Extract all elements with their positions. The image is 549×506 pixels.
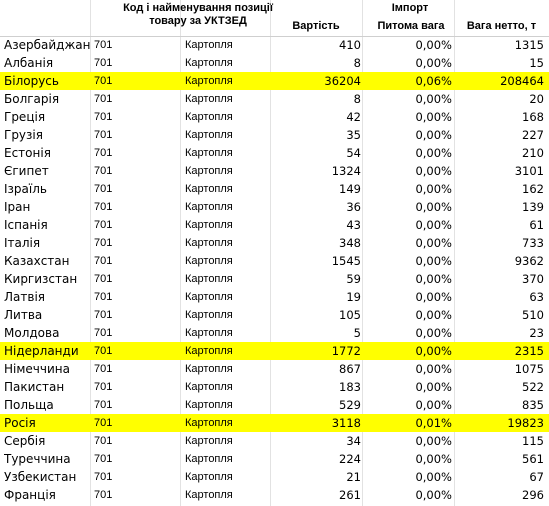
table-row[interactable] — [0, 270, 549, 288]
weight-cell[interactable]: 3101 — [514, 164, 544, 178]
product-cell[interactable]: Картопля — [185, 147, 233, 159]
country-cell[interactable]: Болгарія — [4, 92, 60, 106]
code-cell[interactable]: 701 — [94, 471, 113, 483]
value-cell[interactable]: 8 — [353, 56, 361, 70]
product-cell[interactable]: Картопля — [185, 39, 233, 51]
code-cell[interactable]: 701 — [94, 417, 113, 429]
product-cell[interactable]: Картопля — [185, 93, 233, 105]
value-cell[interactable]: 59 — [346, 272, 361, 286]
table-row[interactable] — [0, 432, 549, 450]
share-cell[interactable]: 0,00% — [415, 218, 452, 232]
code-cell[interactable]: 701 — [94, 345, 113, 357]
weight-cell[interactable]: 19823 — [507, 416, 544, 430]
weight-cell[interactable]: 9362 — [514, 254, 544, 268]
code-cell[interactable]: 701 — [94, 111, 113, 123]
value-cell[interactable]: 19 — [346, 290, 361, 304]
product-cell[interactable]: Картопля — [185, 381, 233, 393]
table-row[interactable] — [0, 396, 549, 414]
weight-cell[interactable]: 210 — [522, 146, 544, 160]
value-cell[interactable]: 867 — [339, 362, 361, 376]
country-cell[interactable]: Польща — [4, 398, 54, 412]
weight-cell[interactable]: 208464 — [500, 74, 544, 88]
weight-cell[interactable]: 115 — [522, 434, 544, 448]
weight-cell[interactable]: 522 — [522, 380, 544, 394]
product-cell[interactable]: Картопля — [185, 489, 233, 501]
country-cell[interactable]: Єгипет — [4, 164, 49, 178]
country-cell[interactable]: Киргизстан — [4, 272, 78, 286]
product-cell[interactable]: Картопля — [185, 435, 233, 447]
value-cell[interactable]: 1324 — [331, 164, 361, 178]
share-cell[interactable]: 0,00% — [415, 92, 452, 106]
code-cell[interactable]: 701 — [94, 93, 113, 105]
code-cell[interactable]: 701 — [94, 327, 113, 339]
code-cell[interactable]: 701 — [94, 129, 113, 141]
value-cell[interactable]: 54 — [346, 146, 361, 160]
country-cell[interactable]: Греція — [4, 110, 46, 124]
country-cell[interactable]: Грузія — [4, 128, 43, 142]
table-row[interactable] — [0, 144, 549, 162]
share-cell[interactable]: 0,00% — [415, 272, 452, 286]
table-row[interactable] — [0, 234, 549, 252]
table-row[interactable] — [0, 36, 549, 54]
table-body — [0, 36, 549, 504]
code-cell[interactable]: 701 — [94, 57, 113, 69]
country-cell[interactable]: Іспанія — [4, 218, 48, 232]
code-cell[interactable]: 701 — [94, 147, 113, 159]
country-cell[interactable]: Албанія — [4, 56, 54, 70]
table-row[interactable] — [0, 342, 549, 360]
value-cell[interactable]: 35 — [346, 128, 361, 142]
value-cell[interactable]: 42 — [346, 110, 361, 124]
country-cell[interactable]: Туреччина — [4, 452, 71, 466]
share-cell[interactable]: 0,00% — [415, 398, 452, 412]
share-cell[interactable]: 0,00% — [415, 236, 452, 250]
value-cell[interactable]: 224 — [339, 452, 361, 466]
code-cell[interactable]: 701 — [94, 489, 113, 501]
country-cell[interactable]: Італія — [4, 236, 41, 250]
table-row[interactable] — [0, 288, 549, 306]
product-cell[interactable]: Картопля — [185, 75, 233, 87]
code-cell[interactable]: 701 — [94, 39, 113, 51]
weight-cell[interactable]: 835 — [522, 398, 544, 412]
country-cell[interactable]: Азербайджан — [4, 38, 90, 52]
country-cell[interactable]: Іран — [4, 200, 31, 214]
country-cell[interactable]: Нідерланди — [4, 344, 79, 358]
share-cell[interactable]: 0,00% — [415, 344, 452, 358]
share-cell[interactable]: 0,01% — [415, 416, 452, 430]
table-row[interactable] — [0, 126, 549, 144]
code-cell[interactable]: 701 — [94, 255, 113, 267]
share-cell[interactable]: 0,00% — [415, 434, 452, 448]
weight-cell[interactable]: 23 — [529, 326, 544, 340]
weight-cell[interactable]: 63 — [529, 290, 544, 304]
table-row[interactable] — [0, 468, 549, 486]
country-cell[interactable]: Пакистан — [4, 380, 65, 394]
country-cell[interactable]: Казахстан — [4, 254, 70, 268]
value-cell[interactable]: 105 — [339, 308, 361, 322]
code-cell[interactable]: 701 — [94, 237, 113, 249]
product-cell[interactable]: Картопля — [185, 453, 233, 465]
value-cell[interactable]: 43 — [346, 218, 361, 232]
value-cell[interactable]: 5 — [353, 326, 361, 340]
table-row[interactable] — [0, 198, 549, 216]
header-code-label: Код і найменування позиції товару за УКТЗЕД — [123, 2, 273, 27]
code-cell[interactable]: 701 — [94, 219, 113, 231]
value-cell[interactable]: 261 — [339, 488, 361, 502]
share-cell[interactable]: 0,00% — [415, 38, 452, 52]
value-cell[interactable]: 1772 — [331, 344, 361, 358]
product-cell[interactable]: Картопля — [185, 327, 233, 339]
table-row[interactable] — [0, 108, 549, 126]
product-cell[interactable]: Картопля — [185, 129, 233, 141]
country-cell[interactable]: Молдова — [4, 326, 60, 340]
value-cell[interactable]: 36 — [346, 200, 361, 214]
weight-cell[interactable]: 227 — [522, 128, 544, 142]
weight-cell[interactable]: 20 — [529, 92, 544, 106]
product-cell[interactable]: Картопля — [185, 165, 233, 177]
code-cell[interactable]: 701 — [94, 435, 113, 447]
code-cell[interactable]: 701 — [94, 183, 113, 195]
code-cell[interactable]: 701 — [94, 165, 113, 177]
product-cell[interactable]: Картопля — [185, 363, 233, 375]
header-value-label: Вартість — [292, 20, 340, 32]
code-cell[interactable]: 701 — [94, 399, 113, 411]
share-cell[interactable]: 0,00% — [415, 488, 452, 502]
product-cell[interactable]: Картопля — [185, 255, 233, 267]
product-cell[interactable]: Картопля — [185, 111, 233, 123]
product-cell[interactable]: Картопля — [185, 345, 233, 357]
country-cell[interactable]: Естонія — [4, 146, 51, 160]
share-cell[interactable]: 0,00% — [415, 182, 452, 196]
product-cell[interactable]: Картопля — [185, 201, 233, 213]
country-cell[interactable]: Узбекистан — [4, 470, 77, 484]
header-weight-label: Вага нетто, т — [466, 20, 537, 32]
value-cell[interactable]: 8 — [353, 92, 361, 106]
product-cell[interactable]: Картопля — [185, 57, 233, 69]
table-row[interactable] — [0, 90, 549, 108]
value-cell[interactable]: 36204 — [324, 74, 361, 88]
value-cell[interactable]: 21 — [346, 470, 361, 484]
weight-cell[interactable]: 1075 — [514, 362, 544, 376]
table-row[interactable] — [0, 162, 549, 180]
weight-cell[interactable]: 2315 — [514, 344, 544, 358]
table-row[interactable] — [0, 72, 549, 90]
weight-cell[interactable]: 139 — [522, 200, 544, 214]
country-cell[interactable]: Литва — [4, 308, 43, 322]
value-cell[interactable]: 529 — [339, 398, 361, 412]
code-cell[interactable]: 701 — [94, 201, 113, 213]
header-share-label: Питома вага — [377, 20, 445, 32]
share-cell[interactable]: 0,00% — [415, 326, 452, 340]
product-cell[interactable]: Картопля — [185, 417, 233, 429]
product-cell[interactable]: Картопля — [185, 273, 233, 285]
code-cell[interactable]: 701 — [94, 291, 113, 303]
product-cell[interactable]: Картопля — [185, 399, 233, 411]
share-cell[interactable]: 0,00% — [415, 146, 452, 160]
country-cell[interactable]: Німеччина — [4, 362, 70, 376]
product-cell[interactable]: Картопля — [185, 237, 233, 249]
value-cell[interactable]: 149 — [339, 182, 361, 196]
share-cell[interactable]: 0,00% — [415, 470, 452, 484]
value-cell[interactable]: 3118 — [331, 416, 361, 430]
share-cell[interactable]: 0,00% — [415, 200, 452, 214]
value-cell[interactable]: 183 — [339, 380, 361, 394]
share-cell[interactable]: 0,00% — [415, 128, 452, 142]
country-cell[interactable]: Білорусь — [4, 74, 59, 88]
country-cell[interactable]: Росія — [4, 416, 36, 430]
table-row[interactable] — [0, 486, 549, 504]
table-row[interactable] — [0, 54, 549, 72]
table-row[interactable] — [0, 450, 549, 468]
table-row[interactable] — [0, 378, 549, 396]
share-cell[interactable]: 0,00% — [415, 380, 452, 394]
share-cell[interactable]: 0,00% — [415, 308, 452, 322]
table-row[interactable] — [0, 360, 549, 378]
share-cell[interactable]: 0,00% — [415, 56, 452, 70]
product-cell[interactable]: Картопля — [185, 183, 233, 195]
code-cell[interactable]: 701 — [94, 453, 113, 465]
share-cell[interactable]: 0,00% — [415, 452, 452, 466]
code-cell[interactable]: 701 — [94, 381, 113, 393]
share-cell[interactable]: 0,00% — [415, 290, 452, 304]
weight-cell[interactable]: 296 — [522, 488, 544, 502]
weight-cell[interactable]: 510 — [522, 308, 544, 322]
value-cell[interactable]: 34 — [346, 434, 361, 448]
share-cell[interactable]: 0,00% — [415, 164, 452, 178]
header-import-label: Імпорт — [391, 2, 429, 14]
country-cell[interactable]: Ізраїль — [4, 182, 47, 196]
weight-cell[interactable]: 67 — [529, 470, 544, 484]
code-cell[interactable]: 701 — [94, 309, 113, 321]
weight-cell[interactable]: 168 — [522, 110, 544, 124]
product-cell[interactable]: Картопля — [185, 309, 233, 321]
table-row[interactable] — [0, 414, 549, 432]
code-cell[interactable]: 701 — [94, 273, 113, 285]
country-cell[interactable]: Латвія — [4, 290, 45, 304]
weight-cell[interactable]: 370 — [522, 272, 544, 286]
product-cell[interactable]: Картопля — [185, 291, 233, 303]
product-cell[interactable]: Картопля — [185, 471, 233, 483]
weight-cell[interactable]: 561 — [522, 452, 544, 466]
table-row[interactable] — [0, 252, 549, 270]
country-cell[interactable]: Франція — [4, 488, 56, 502]
share-cell[interactable]: 0,06% — [415, 74, 452, 88]
product-cell[interactable]: Картопля — [185, 219, 233, 231]
weight-cell[interactable]: 162 — [522, 182, 544, 196]
share-cell[interactable]: 0,00% — [415, 110, 452, 124]
code-cell[interactable]: 701 — [94, 75, 113, 87]
country-cell[interactable]: Сербія — [4, 434, 46, 448]
table-row[interactable] — [0, 324, 549, 342]
code-cell[interactable]: 701 — [94, 363, 113, 375]
share-cell[interactable]: 0,00% — [415, 362, 452, 376]
weight-cell[interactable]: 1315 — [514, 38, 544, 52]
weight-cell[interactable]: 733 — [522, 236, 544, 250]
table-row[interactable] — [0, 216, 549, 234]
value-cell[interactable]: 348 — [339, 236, 361, 250]
value-cell[interactable]: 410 — [339, 38, 361, 52]
table-row[interactable] — [0, 180, 549, 198]
value-cell[interactable]: 1545 — [331, 254, 361, 268]
weight-cell[interactable]: 15 — [529, 56, 544, 70]
share-cell[interactable]: 0,00% — [415, 254, 452, 268]
weight-cell[interactable]: 61 — [529, 218, 544, 232]
table-row[interactable] — [0, 306, 549, 324]
